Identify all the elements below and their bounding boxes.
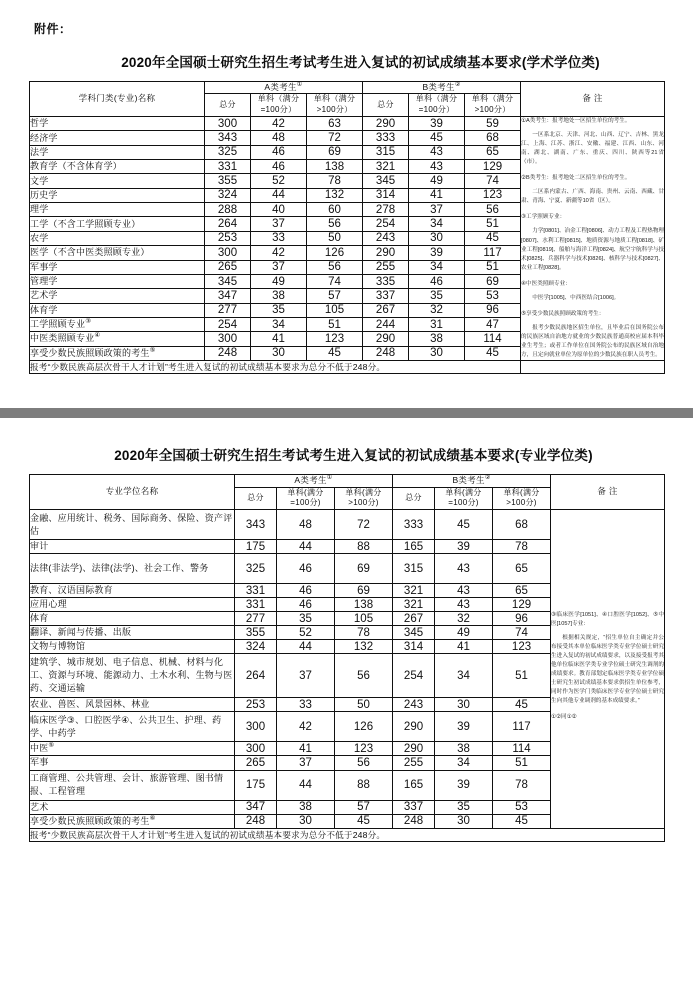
cell-a-total: 355: [205, 174, 251, 188]
table2-group-a-superscript: ①: [326, 474, 333, 482]
cell-a-total: 325: [205, 145, 251, 159]
cell-a-total: 253: [205, 231, 251, 245]
row-label: 体育学: [30, 303, 205, 317]
cell-b-total: 314: [363, 188, 409, 202]
table2-col-remarks: 备 注: [551, 475, 665, 510]
cell-b-s100: 38: [409, 332, 465, 346]
table1-a-singleover: 单科（满分 >100分）: [307, 94, 363, 117]
row-label: 法律(非法学)、法律(法学)、社会工作、警务: [30, 554, 235, 584]
remark-body-5: 报考少数民族地区招生单位，且毕业后在国务院公布的民族区域自治地方就业的少数民族普通高校应届本科毕业生考生；或者工作单位在国务院公布的民族区域自治地方，且定向就业单位为原单位的少数民族在职人员考生。: [521, 324, 665, 358]
row-label: 工学（不含工学照顾专业）: [30, 217, 205, 231]
academic-degree-table: [29, 81, 665, 374]
cell-b-total: 255: [363, 260, 409, 274]
cell-a-sover: 45: [307, 346, 363, 360]
cell-a-total: 300: [235, 742, 277, 756]
table1-col-subject: 学科门类(专业)名称: [30, 82, 205, 117]
cell-b-s100: 43: [435, 584, 493, 598]
table-row: [30, 510, 665, 540]
cell-b-total: 315: [393, 554, 435, 584]
cell-b-total: 254: [393, 654, 435, 698]
row-label: 法学: [30, 145, 205, 159]
cell-a-sover: 88: [335, 540, 393, 554]
row-label: 教育、汉语国际教育: [30, 584, 235, 598]
cell-a-sover: 60: [307, 203, 363, 217]
cell-b-total: 243: [393, 698, 435, 712]
cell-a-total: 331: [205, 160, 251, 174]
cell-b-sover: 96: [465, 303, 521, 317]
cell-a-s100: 44: [277, 770, 335, 800]
cell-b-sover: 96: [493, 612, 551, 626]
cell-b-total: 337: [363, 289, 409, 303]
cell-b-total: 290: [393, 742, 435, 756]
cell-b-s100: 34: [409, 260, 465, 274]
table1-header-row-1: [30, 82, 665, 94]
cell-b-s100: 30: [409, 231, 465, 245]
cell-a-total: 331: [235, 584, 277, 598]
row-label: 工学照顾专业③: [30, 317, 205, 331]
cell-b-total: 267: [393, 612, 435, 626]
cell-b-total: 321: [363, 160, 409, 174]
cell-b-total: 255: [393, 756, 435, 770]
cell-b-sover: 51: [493, 756, 551, 770]
cell-a-sover: 105: [307, 303, 363, 317]
table2-group-a: A类考生①: [235, 475, 393, 487]
cell-b-total: 345: [393, 626, 435, 640]
cell-b-sover: 45: [493, 814, 551, 828]
cell-a-total: 288: [205, 203, 251, 217]
cell-a-sover: 123: [307, 332, 363, 346]
row-label: 军事学: [30, 260, 205, 274]
cell-b-s100: 39: [435, 712, 493, 742]
cell-a-total: 264: [235, 654, 277, 698]
cell-b-sover: 74: [493, 626, 551, 640]
cell-b-sover: 68: [465, 131, 521, 145]
cell-a-sover: 78: [307, 174, 363, 188]
cell-b-total: 267: [363, 303, 409, 317]
row-label: 管理学: [30, 274, 205, 288]
remark-head-2: ②B类考生：报考地处二区招生单位的考生。: [521, 175, 631, 182]
table2-a-single100: 单科(满分 =100分): [277, 487, 335, 510]
row-label: 享受少数民族照顾政策的考生⑥: [30, 814, 235, 828]
cell-b-s100: 39: [435, 540, 493, 554]
cell-a-total: 300: [205, 117, 251, 131]
cell-b-total: 321: [393, 584, 435, 598]
cell-b-total: 315: [363, 145, 409, 159]
remark-body-1: 一区系北京、天津、河北、山西、辽宁、吉林、黑龙江、上海、江苏、浙江、安徽、福建、江西、山东、河南、湖北、湖南、广东、重庆、四川、陕西等21省（市）。: [521, 132, 665, 166]
cell-b-sover: 74: [465, 174, 521, 188]
remark-head-4: ④中医类照顾专业：: [521, 280, 571, 287]
cell-a-total: 265: [235, 756, 277, 770]
cell-b-sover: 78: [493, 770, 551, 800]
professional-degree-table: [29, 474, 665, 842]
cell-a-sover: 51: [307, 317, 363, 331]
cell-a-s100: 38: [277, 800, 335, 814]
cell-b-total: 333: [363, 131, 409, 145]
row-label: 应用心理: [30, 598, 235, 612]
cell-b-total: 290: [363, 246, 409, 260]
cell-b-sover: 65: [465, 145, 521, 159]
cell-a-total: 343: [205, 131, 251, 145]
row-label: 翻译、新闻与传播、出版: [30, 626, 235, 640]
table1-footnote-row: [30, 361, 665, 374]
row-superscript: ⑤: [48, 742, 55, 750]
row-label: 哲学: [30, 117, 205, 131]
cell-a-total: 264: [205, 217, 251, 231]
row-label: 历史学: [30, 188, 205, 202]
cell-b-total: 345: [363, 174, 409, 188]
cell-a-s100: 30: [277, 814, 335, 828]
row-label: 艺术学: [30, 289, 205, 303]
cell-a-sover: 74: [307, 274, 363, 288]
remark-head-3: ③工学照顾专业：: [521, 214, 566, 221]
cell-a-s100: 44: [251, 188, 307, 202]
cell-b-s100: 49: [409, 174, 465, 188]
table1-group-b: B类考生②: [363, 82, 521, 94]
remark-body-4: 中医学[1005]、中西医结合[1006]。: [532, 294, 620, 301]
cell-b-s100: 34: [435, 756, 493, 770]
table2-b-singleover: 单科(满分 >100分): [493, 487, 551, 510]
cell-a-sover: 50: [335, 698, 393, 712]
cell-a-sover: 50: [307, 231, 363, 245]
cell-b-total: 278: [363, 203, 409, 217]
cell-b-total: 314: [393, 640, 435, 654]
cell-b-total: 337: [393, 800, 435, 814]
section-divider: [0, 408, 693, 418]
table1-group-b-superscript: ②: [454, 81, 461, 89]
cell-b-total: 248: [363, 346, 409, 360]
remark-head-1: ①A类考生：报考地处一区招生单位的考生。: [521, 118, 631, 125]
remark-body-1: 根据相关规定，“招生单位自主确定并公布接受其本单位临床医学类专业学位硕士研究生进入复试的初试成绩要求，以及接受报考其他单位临床医学类专业学位硕士研究生调剂的成绩要求。教育部划定临床医学类专业学位硕士研究生初试成绩基本要求供招生单位参考，同时作为医学门类临床医学专业学位硕士研究生向其他专业调剂的基本成绩要求。”: [551, 634, 665, 705]
cell-a-s100: 35: [251, 303, 307, 317]
cell-a-total: 343: [235, 510, 277, 540]
cell-b-sover: 45: [465, 231, 521, 245]
cell-a-total: 254: [205, 317, 251, 331]
cell-a-s100: 37: [251, 217, 307, 231]
cell-a-sover: 138: [335, 598, 393, 612]
table1-col-remarks: 备 注: [521, 82, 665, 117]
cell-a-s100: 49: [251, 274, 307, 288]
cell-b-s100: 34: [435, 654, 493, 698]
cell-a-total: 248: [235, 814, 277, 828]
table2-group-b: B类考生②: [393, 475, 551, 487]
table2-header-row-1: [30, 475, 665, 487]
cell-a-s100: 38: [251, 289, 307, 303]
cell-b-sover: 65: [493, 554, 551, 584]
table2-a-singleover: 单科(满分 >100分): [335, 487, 393, 510]
cell-a-sover: 132: [335, 640, 393, 654]
cell-a-s100: 37: [277, 654, 335, 698]
cell-b-total: 165: [393, 540, 435, 554]
cell-b-s100: 49: [435, 626, 493, 640]
table1-group-a-superscript: ①: [296, 81, 303, 89]
row-label: 审计: [30, 540, 235, 554]
cell-b-s100: 32: [409, 303, 465, 317]
cell-a-s100: 52: [251, 174, 307, 188]
row-label: 军事: [30, 756, 235, 770]
row-label: 建筑学、城市规划、电子信息、机械、材料与化工、资源与环境、能源动力、土木水利、生物与医药、交通运输: [30, 654, 235, 698]
cell-b-s100: 43: [409, 160, 465, 174]
cell-a-s100: 35: [277, 612, 335, 626]
cell-a-sover: 56: [307, 260, 363, 274]
table1-title: 2020年全国硕士研究生招生考试考生进入复试的初试成绩基本要求(学术学位类): [121, 55, 600, 70]
table2-group-b-superscript: ②: [484, 474, 491, 482]
cell-a-s100: 48: [251, 131, 307, 145]
cell-a-s100: 33: [251, 231, 307, 245]
remark-head-2: ①②同①②: [551, 714, 577, 721]
cell-a-s100: 46: [277, 554, 335, 584]
cell-b-sover: 129: [493, 598, 551, 612]
row-label: 体育: [30, 612, 235, 626]
table1-a-total: 总分: [205, 94, 251, 117]
cell-b-sover: 69: [465, 274, 521, 288]
cell-a-sover: 132: [307, 188, 363, 202]
table2-b-total: 总分: [393, 487, 435, 510]
cell-b-s100: 38: [435, 742, 493, 756]
cell-a-total: 300: [205, 332, 251, 346]
cell-a-s100: 46: [277, 598, 335, 612]
row-label: 临床医学③、口腔医学④、公共卫生、护理、药学、中药学: [30, 712, 235, 742]
row-label: 理学: [30, 203, 205, 217]
row-label: 金融、应用统计、税务、国际商务、保险、资产评估: [30, 510, 235, 540]
cell-b-s100: 43: [435, 554, 493, 584]
cell-b-s100: 30: [435, 814, 493, 828]
cell-a-total: 347: [205, 289, 251, 303]
cell-b-s100: 37: [409, 203, 465, 217]
cell-b-sover: 56: [465, 203, 521, 217]
cell-a-sover: 45: [335, 814, 393, 828]
cell-a-sover: 69: [335, 584, 393, 598]
attachment-label: 附件：: [34, 22, 72, 36]
cell-b-sover: 65: [493, 584, 551, 598]
cell-b-s100: 30: [409, 346, 465, 360]
cell-a-total: 345: [205, 274, 251, 288]
row-label: 农业、兽医、风景园林、林业: [30, 698, 235, 712]
cell-a-s100: 52: [277, 626, 335, 640]
cell-b-s100: 46: [409, 274, 465, 288]
cell-b-sover: 59: [465, 117, 521, 131]
table1-b-single100: 单科（满分 =100分）: [409, 94, 465, 117]
cell-a-s100: 33: [277, 698, 335, 712]
cell-b-sover: 114: [465, 332, 521, 346]
cell-a-total: 277: [205, 303, 251, 317]
cell-b-sover: 78: [493, 540, 551, 554]
cell-a-sover: 138: [307, 160, 363, 174]
table2-col-subject: 专业学位名称: [30, 475, 235, 510]
cell-b-sover: 47: [465, 317, 521, 331]
cell-b-total: 165: [393, 770, 435, 800]
cell-b-s100: 41: [435, 640, 493, 654]
cell-b-sover: 129: [465, 160, 521, 174]
row-superscript: ⑤: [149, 346, 156, 354]
cell-b-sover: 117: [465, 246, 521, 260]
cell-a-s100: 48: [277, 510, 335, 540]
cell-a-total: 324: [235, 640, 277, 654]
remark-head-5: ⑤享受少数民族照顾政策的考生：: [521, 310, 605, 317]
cell-a-total: 300: [235, 712, 277, 742]
cell-a-total: 175: [235, 540, 277, 554]
row-label: 经济学: [30, 131, 205, 145]
cell-a-total: 277: [235, 612, 277, 626]
cell-b-sover: 53: [493, 800, 551, 814]
cell-a-s100: 44: [277, 640, 335, 654]
cell-a-s100: 37: [277, 756, 335, 770]
cell-b-sover: 53: [465, 289, 521, 303]
cell-b-s100: 39: [409, 117, 465, 131]
cell-b-s100: 32: [435, 612, 493, 626]
table2-title: 2020年全国硕士研究生招生考试考生进入复试的初试成绩基本要求(专业学位类): [114, 448, 593, 464]
cell-b-sover: 114: [493, 742, 551, 756]
cell-a-sover: 88: [335, 770, 393, 800]
cell-a-total: 248: [205, 346, 251, 360]
row-label: 享受少数民族照顾政策的考生⑤: [30, 346, 205, 360]
row-label: 中医⑤: [30, 742, 235, 756]
cell-b-s100: 45: [409, 131, 465, 145]
cell-a-total: 325: [235, 554, 277, 584]
cell-a-sover: 72: [307, 131, 363, 145]
cell-b-total: 333: [393, 510, 435, 540]
cell-a-sover: 78: [335, 626, 393, 640]
cell-a-sover: 69: [335, 554, 393, 584]
cell-b-total: 321: [393, 598, 435, 612]
row-superscript: ③: [85, 318, 92, 326]
cell-a-sover: 126: [335, 712, 393, 742]
cell-a-s100: 40: [251, 203, 307, 217]
cell-b-s100: 43: [409, 145, 465, 159]
cell-a-sover: 57: [335, 800, 393, 814]
cell-a-total: 300: [205, 246, 251, 260]
remark-body-2: 二区系内蒙古、广西、海南、贵州、云南、西藏、甘肃、青海、宁夏、新疆等10省（区）。: [521, 189, 665, 205]
cell-a-s100: 46: [277, 584, 335, 598]
cell-b-sover: 123: [465, 188, 521, 202]
cell-a-sover: 63: [307, 117, 363, 131]
cell-a-sover: 123: [335, 742, 393, 756]
table1-footnote: 报考“少数民族高层次骨干人才计划”考生进入复试的初试成绩基本要求为总分不低于248分。: [30, 361, 521, 374]
cell-a-s100: 41: [277, 742, 335, 756]
table2-footnote-row: [30, 828, 665, 841]
table1-wrapper: [29, 81, 664, 374]
table2-b-single100: 单科(满分 =100分): [435, 487, 493, 510]
cell-b-s100: 35: [409, 289, 465, 303]
cell-a-s100: 34: [251, 317, 307, 331]
cell-b-total: 290: [363, 117, 409, 131]
cell-b-s100: 45: [435, 510, 493, 540]
cell-b-s100: 34: [409, 217, 465, 231]
cell-a-total: 265: [205, 260, 251, 274]
row-label: 农学: [30, 231, 205, 245]
table1-b-singleover: 单科（满分 >100分）: [465, 94, 521, 117]
cell-a-s100: 42: [251, 246, 307, 260]
professional-degree-section: [0, 418, 693, 854]
row-label: 医学（不含中医类照顾专业）: [30, 246, 205, 260]
cell-a-sover: 126: [307, 246, 363, 260]
cell-b-s100: 35: [435, 800, 493, 814]
cell-b-total: 254: [363, 217, 409, 231]
table2-wrapper: [29, 474, 664, 842]
cell-a-total: 355: [235, 626, 277, 640]
cell-a-s100: 42: [251, 117, 307, 131]
cell-b-sover: 51: [493, 654, 551, 698]
cell-a-s100: 46: [251, 160, 307, 174]
cell-a-s100: 37: [251, 260, 307, 274]
cell-a-total: 347: [235, 800, 277, 814]
table2-remarks-cell: [551, 510, 665, 829]
cell-b-total: 244: [363, 317, 409, 331]
cell-b-sover: 68: [493, 510, 551, 540]
table1-remarks-cell: [521, 117, 665, 361]
table1-footnote-remarks-filler: [521, 361, 665, 374]
cell-b-total: 290: [393, 712, 435, 742]
cell-a-s100: 41: [251, 332, 307, 346]
table1-group-a: A类考生①: [205, 82, 363, 94]
cell-b-total: 290: [363, 332, 409, 346]
row-superscript: ④: [94, 332, 101, 340]
table-row: [30, 117, 665, 131]
cell-a-total: 253: [235, 698, 277, 712]
cell-a-total: 331: [235, 598, 277, 612]
cell-b-sover: 117: [493, 712, 551, 742]
cell-b-sover: 51: [465, 217, 521, 231]
cell-a-s100: 30: [251, 346, 307, 360]
cell-b-s100: 31: [409, 317, 465, 331]
cell-b-sover: 45: [493, 698, 551, 712]
cell-b-s100: 41: [409, 188, 465, 202]
cell-a-s100: 42: [277, 712, 335, 742]
row-label: 中医类照顾专业④: [30, 332, 205, 346]
table2-footnote: 报考“少数民族高层次骨干人才计划”考生进入复试的初试成绩基本要求为总分不低于248分。: [30, 828, 665, 841]
cell-a-sover: 56: [335, 654, 393, 698]
cell-a-total: 324: [205, 188, 251, 202]
remark-head-1: ③临床医学[1051]、④口腔医学[1052]、⑤中医[1057]专业：: [551, 611, 665, 627]
cell-b-sover: 123: [493, 640, 551, 654]
cell-a-sover: 56: [307, 217, 363, 231]
cell-b-total: 248: [393, 814, 435, 828]
row-label: 文物与博物馆: [30, 640, 235, 654]
cell-b-s100: 39: [435, 770, 493, 800]
row-superscript: ⑥: [149, 814, 156, 822]
table2-a-total: 总分: [235, 487, 277, 510]
cell-b-total: 335: [363, 274, 409, 288]
cell-a-total: 175: [235, 770, 277, 800]
table1-b-total: 总分: [363, 94, 409, 117]
cell-a-sover: 56: [335, 756, 393, 770]
cell-a-sover: 72: [335, 510, 393, 540]
row-label: 文学: [30, 174, 205, 188]
row-label: 教育学（不含体育学）: [30, 160, 205, 174]
row-label: 艺术: [30, 800, 235, 814]
cell-b-s100: 39: [409, 246, 465, 260]
cell-a-s100: 44: [277, 540, 335, 554]
cell-b-total: 243: [363, 231, 409, 245]
row-label: 工商管理、公共管理、会计、旅游管理、图书情报、工程管理: [30, 770, 235, 800]
cell-a-sover: 69: [307, 145, 363, 159]
cell-b-sover: 45: [465, 346, 521, 360]
table1-a-single100: 单科（满分 =100分）: [251, 94, 307, 117]
cell-b-s100: 43: [435, 598, 493, 612]
cell-a-sover: 105: [335, 612, 393, 626]
cell-b-s100: 30: [435, 698, 493, 712]
cell-a-s100: 46: [251, 145, 307, 159]
academic-degree-section: [0, 0, 693, 374]
cell-a-sover: 57: [307, 289, 363, 303]
remark-body-3: 力学[0801]、冶金工程[0806]、动力工程及工程热物理[0807]、水利工程[0815]、地质资源与地质工程[0818]、矿业工程[0819]、船舶与海洋工程[0824]、航空宇航科学与技术[0825]、兵器科学与技术[0826]、核科学与技术[0827]、农业工程[0828]。: [521, 228, 665, 271]
cell-b-sover: 51: [465, 260, 521, 274]
